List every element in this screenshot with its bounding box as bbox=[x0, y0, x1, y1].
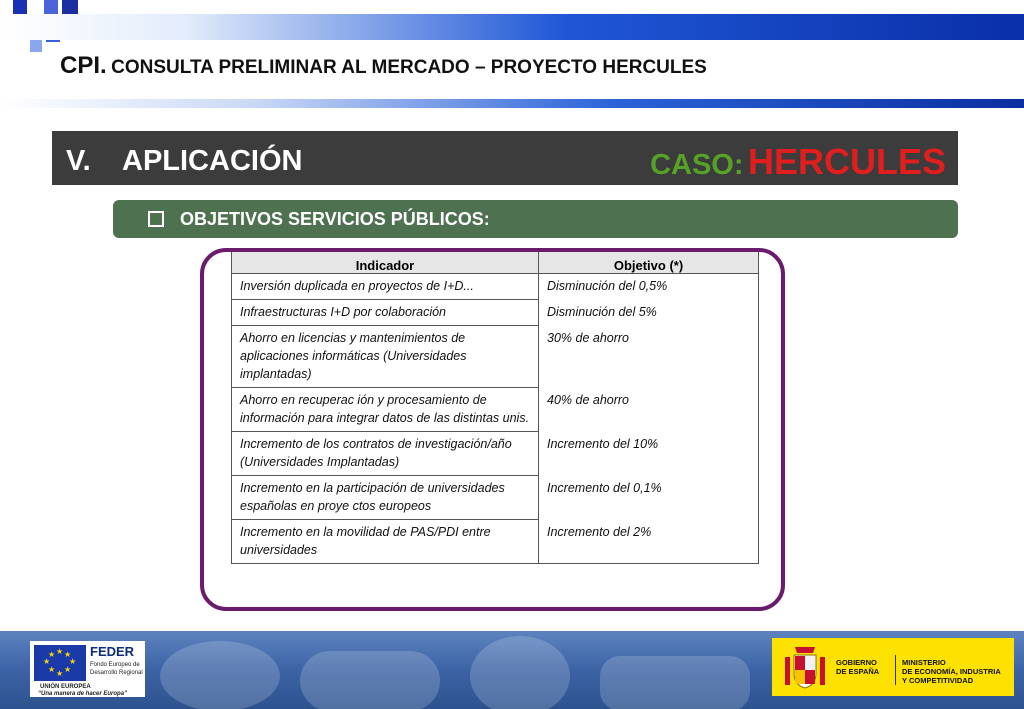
eu-slogan: “Una manera de hacer Europa” bbox=[38, 691, 128, 697]
title-prefix: CPI. bbox=[60, 52, 107, 79]
footer-decor bbox=[300, 651, 440, 709]
eu-flag-icon: ★ ★ ★ ★ ★ ★ ★ ★ bbox=[34, 645, 86, 681]
indicator-cell: Incremento en la movilidad de PAS/PDI entre universidades bbox=[232, 520, 539, 564]
objective-cell: 40% de ahorro bbox=[539, 388, 759, 432]
table-row bbox=[232, 476, 759, 520]
gobierno-line1: GOBIERNO bbox=[836, 658, 877, 667]
indicator-cell: Inversión duplicada en proyectos de I+D... bbox=[232, 274, 539, 300]
footer-decor bbox=[160, 641, 280, 709]
case-label: CASO: bbox=[650, 149, 744, 181]
table-row bbox=[232, 274, 759, 300]
gobierno-line2: DE ESPAÑA bbox=[836, 667, 880, 676]
objective-cell: Disminución del 0,5% bbox=[539, 274, 759, 300]
case-value: HERCULES bbox=[747, 141, 946, 182]
title-text: CONSULTA PRELIMINAR AL MERCADO – PROYECTO HERCULES bbox=[111, 57, 707, 78]
spain-coat-of-arms-icon bbox=[783, 643, 827, 691]
table-row bbox=[232, 520, 759, 564]
objectives-table bbox=[231, 250, 759, 564]
objective-cell: Incremento del 10% bbox=[539, 432, 759, 476]
column-header-indicador: Indicador bbox=[232, 251, 539, 274]
page-title bbox=[60, 52, 707, 80]
deco-square bbox=[30, 40, 42, 52]
objective-cell: Incremento del 2% bbox=[539, 520, 759, 564]
table-row bbox=[232, 300, 759, 326]
indicator-cell: Ahorro en recuperac ión y procesamiento de información para integrar datos de las distintas unis. bbox=[232, 388, 539, 432]
header-top-bar bbox=[0, 14, 1024, 40]
subsection-title: OBJETIVOS SERVICIOS PÚBLICOS: bbox=[180, 209, 490, 229]
feder-line2: Desarrollo Regional bbox=[90, 670, 143, 676]
objective-cell: Disminución del 5% bbox=[539, 300, 759, 326]
column-header-objetivo: Objetivo (*) bbox=[539, 251, 759, 274]
deco-square bbox=[13, 0, 27, 14]
ministry-line3: Y COMPETITIVIDAD bbox=[902, 676, 974, 685]
indicator-cell: Incremento de los contratos de investigación/año (Universidades Implantadas) bbox=[232, 432, 539, 476]
ministry-line1: MINISTERIO bbox=[902, 658, 946, 667]
objective-cell: 30% de ahorro bbox=[539, 326, 759, 388]
section-number: V. bbox=[66, 145, 91, 177]
table-row bbox=[232, 388, 759, 432]
checkbox-bullet-icon bbox=[148, 211, 164, 227]
feder-line1: Fondo Europeo de bbox=[90, 662, 140, 668]
objective-cell: Incremento del 0,1% bbox=[539, 476, 759, 520]
indicator-cell: Incremento en la participación de universidades españolas en proye ctos europeos bbox=[232, 476, 539, 520]
ministry-line2: DE ECONOMÍA, INDUSTRIA bbox=[902, 667, 1001, 676]
table-header-row bbox=[232, 251, 759, 274]
header-separator bbox=[0, 99, 1024, 108]
feder-title: FEDER bbox=[90, 644, 135, 659]
table-row bbox=[232, 432, 759, 476]
section-title: APLICACIÓN bbox=[122, 145, 303, 177]
gobierno-divider bbox=[895, 655, 896, 685]
indicator-cell: Ahorro en licencias y mantenimientos de aplicaciones informáticas (Universidades implantadas) bbox=[232, 326, 539, 388]
table-row bbox=[232, 326, 759, 388]
footer-decor bbox=[470, 636, 570, 709]
footer-decor bbox=[600, 656, 750, 709]
indicator-cell: Infraestructuras I+D por colaboración bbox=[232, 300, 539, 326]
case-label-group bbox=[650, 141, 946, 183]
deco-square bbox=[44, 0, 58, 14]
union-europea-label: UNIÓN EUROPEA bbox=[40, 684, 91, 690]
